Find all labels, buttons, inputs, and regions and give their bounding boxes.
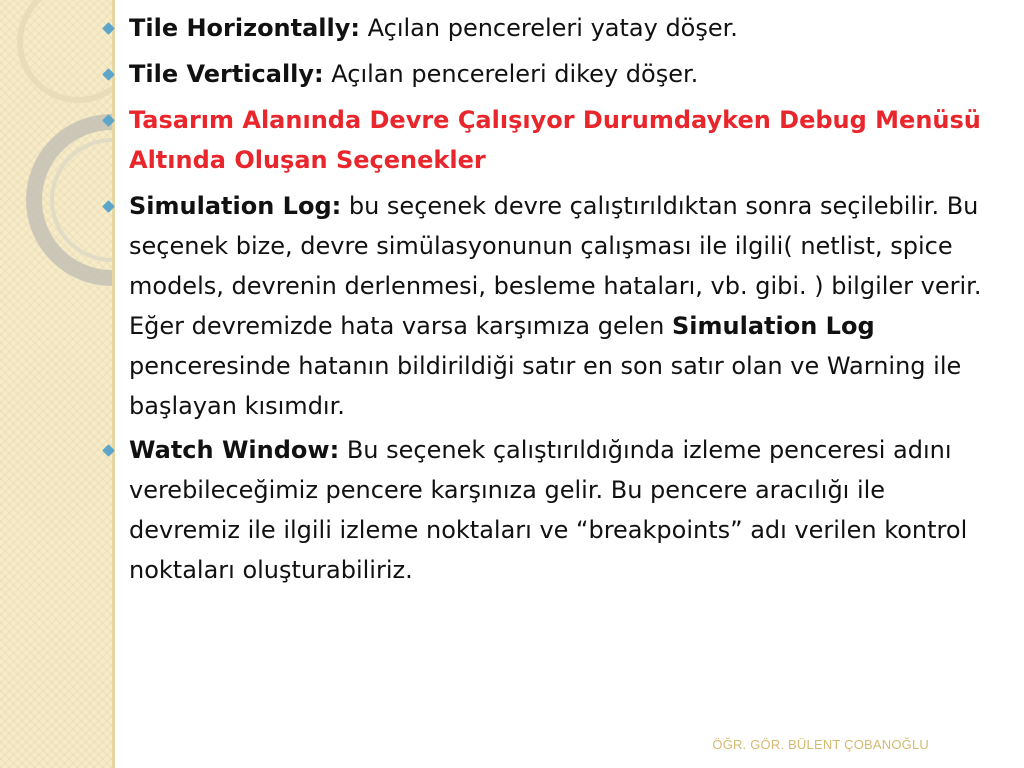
item-label: Tile Vertically: — [129, 60, 324, 88]
bullet-diamond-icon — [102, 114, 115, 127]
list-item-tile-vertically — [100, 54, 1000, 94]
section-heading: Tasarım Alanında Devre Çalışıyor Durumdayken Debug Menüsü Altında Oluşan Seçenekler — [129, 106, 981, 174]
item-label: Simulation Log: — [129, 192, 342, 220]
item-label: Watch Window: — [129, 436, 340, 464]
bullet-diamond-icon — [102, 444, 115, 457]
item-text: Açılan pencereleri dikey döşer. — [323, 60, 699, 88]
ring-decoration-icon — [0, 0, 112, 768]
list-item-watch-window — [100, 430, 1000, 590]
bullet-diamond-icon — [102, 22, 115, 35]
bullet-diamond-icon — [102, 200, 115, 213]
bullet-diamond-icon — [102, 68, 115, 81]
list-item-debug-heading — [100, 100, 1000, 180]
item-text: Bu seçenek çalıştırıldığında izleme penceresi adını verebileceğimiz pencere karşınıza gelir. Bu pencere aracılığı ile devremiz ile ilgili izleme noktaları ve “breakpoints” adı verilen kontrol noktaları oluşturabiliriz. — [129, 436, 968, 584]
list-item-simulation-log — [100, 186, 1000, 426]
item-label: Tile Horizontally: — [129, 14, 360, 42]
slide-content — [100, 8, 1000, 590]
item-bold-term: Simulation Log — [672, 312, 875, 340]
item-text: bu seçenek devre çalıştırıldıktan sonra seçilebilir. Bu seçenek bize, devre simülasyonunun çalışması ile ilgili( netlist, spice models, devrenin derlenmesi, besleme hataları, vb. gibi. ) bilgiler verir. Eğer devremizde hata varsa karşımıza gelen — [129, 192, 982, 340]
footer-author: ÖĞR. GÖR. BÜLENT ÇOBANOĞLU — [712, 737, 929, 752]
item-text: Açılan pencereleri yatay döşer. — [360, 14, 738, 42]
side-decor-strip — [0, 0, 112, 768]
list-item-tile-horizontally — [100, 8, 1000, 48]
item-text-continued: penceresinde hatanın bildirildiği satır en son satır olan ve Warning ile başlayan kısımdır. — [129, 352, 962, 420]
